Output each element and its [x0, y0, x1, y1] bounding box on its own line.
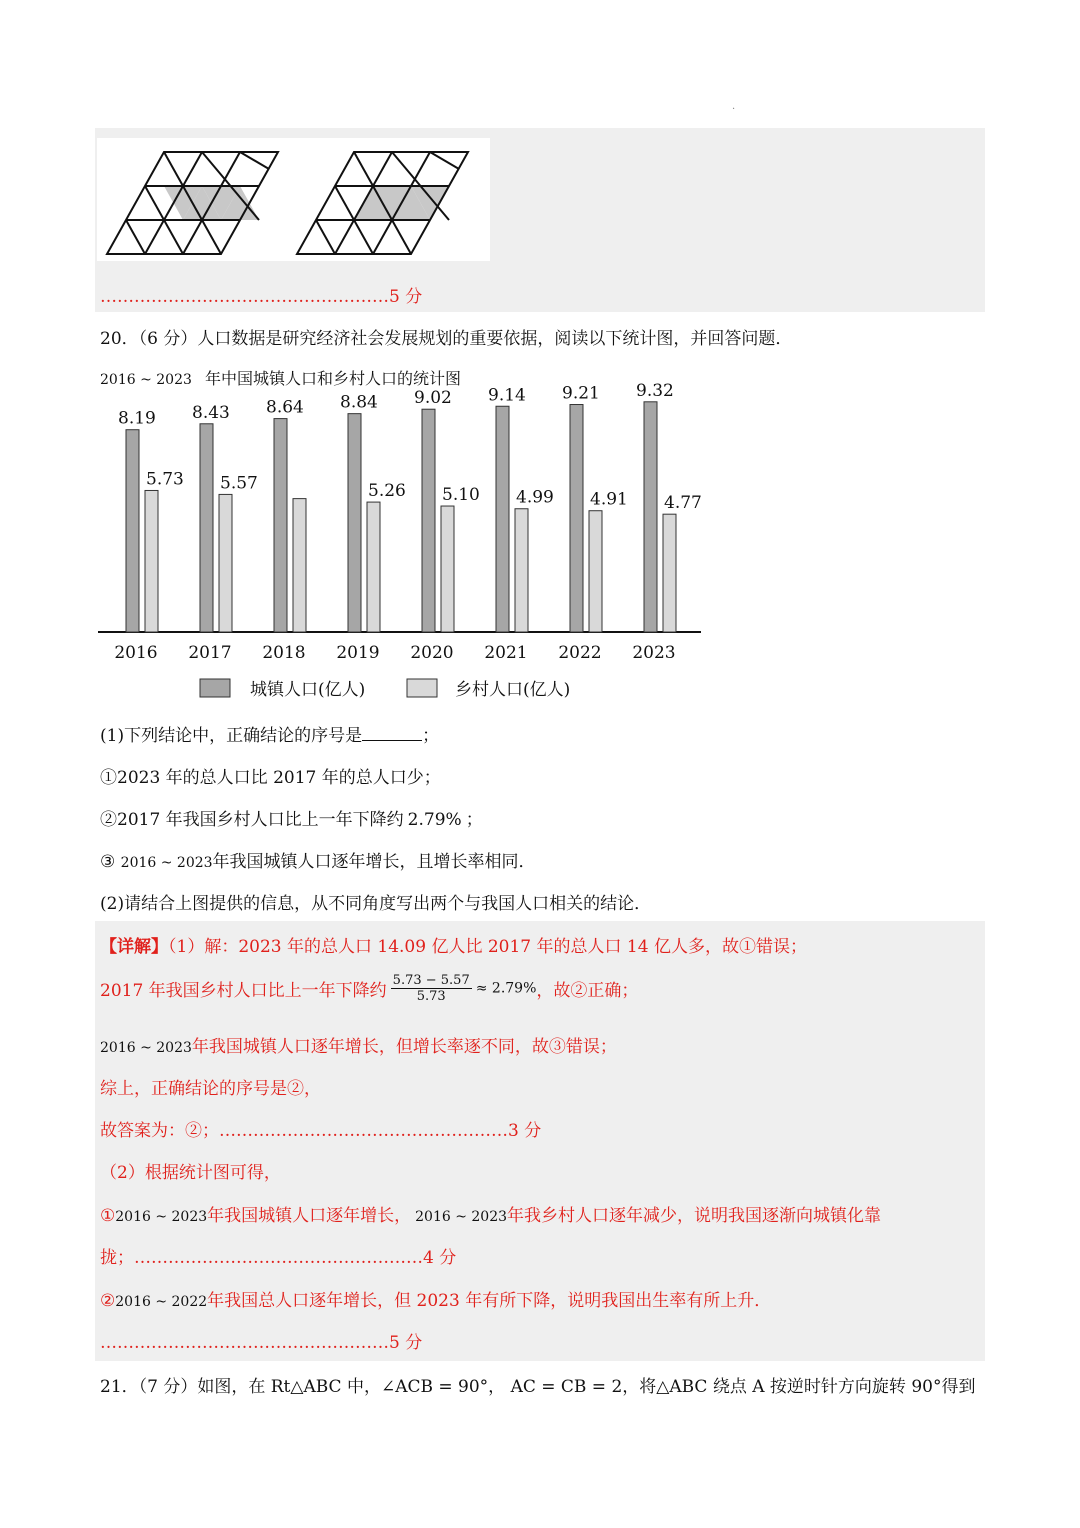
solution-line-6: （2）根据统计图可得， — [100, 1163, 281, 1183]
part1-prompt: (1)下列结论中，正确结论的序号是 — [100, 726, 363, 746]
solution-years-7b: 2016 ~ 2023 — [415, 1209, 508, 1225]
legend-label-urban: 城镇人口(亿人) — [250, 680, 366, 700]
bar-rural-2020 — [441, 506, 454, 632]
tick-label-2018: 2018 — [262, 643, 306, 663]
data-label-urban-2019: 8.84 — [340, 392, 378, 413]
data-label-urban-2020: 9.02 — [414, 388, 452, 409]
option-3-text: 年我国城镇人口逐年增长，且增长率相同． — [212, 852, 536, 872]
option-2-text: ②2017 年我国乡村人口比上一年下降约 — [100, 810, 404, 830]
solution-years-3: 2016 ~ 2023 — [100, 1040, 192, 1056]
solution-text-2a: 2017 年我国乡村人口比上一年下降约 — [100, 981, 387, 1001]
data-label-rural-2020: 5.10 — [442, 485, 480, 506]
answer-blank[interactable] — [362, 726, 422, 741]
option-3 — [100, 847, 536, 872]
chart-title-years: 2016 ~ 2023 — [100, 372, 192, 388]
fraction — [391, 973, 472, 1004]
bars-group — [126, 402, 676, 632]
bar-rural-2023 — [663, 514, 676, 632]
solution-text-2b: ，故②正确； — [536, 981, 639, 1001]
fraction-numerator: 5.73 − 5.57 — [392, 973, 470, 988]
data-label-rural-2022: 4.91 — [590, 489, 628, 510]
page-dot: · — [732, 104, 736, 115]
data-label-urban-2017: 8.43 — [192, 402, 230, 423]
bar-rural-2017 — [219, 494, 232, 632]
approx-value: ≈ 2.79% — [475, 980, 537, 997]
answer-box-q19 — [95, 128, 985, 312]
q21-stem: 21．（7 分）如图，在 Rt△ABC 中，∠ACB = 90°， AC = CB = 2，将△ABC 绕点 A 按逆时针方向旋转 90°得到 — [100, 1377, 976, 1397]
data-label-urban-2022: 9.21 — [562, 383, 600, 404]
tick-label-2019: 2019 — [336, 643, 380, 663]
data-label-rural-2016: 5.73 — [146, 469, 184, 490]
option-2-pct: 2.79% — [407, 810, 462, 830]
bar-rural-2016 — [145, 490, 158, 632]
legend-label-rural: 乡村人口(亿人) — [455, 680, 571, 700]
option-3-years: 2016 ~ 2023 — [120, 855, 213, 871]
bar-rural-2021 — [515, 509, 528, 632]
solution-line-8: 拢；……………………………………………4 分 — [100, 1248, 457, 1268]
bar-urban-2020 — [422, 409, 435, 632]
solution-line-5: 故答案为：②；……………………………………………3 分 — [100, 1121, 542, 1141]
data-label-urban-2021: 9.14 — [488, 385, 526, 406]
legend-swatch-rural — [407, 679, 437, 697]
bar-urban-2018 — [274, 419, 287, 632]
bar-urban-2016 — [126, 430, 139, 632]
bar-rural-2022 — [589, 511, 602, 632]
legend-swatch-urban — [200, 679, 230, 697]
option-2-end: ； — [465, 810, 483, 830]
tick-labels-group — [114, 643, 675, 663]
q20-stem: 20．（6 分）人口数据是研究经济社会发展规划的重要依据，阅读以下统计图，并回答问题． — [100, 329, 793, 349]
bar-urban-2017 — [200, 424, 213, 632]
solution-mark-9: ② — [100, 1291, 116, 1311]
bar-urban-2022 — [570, 405, 583, 632]
score-line-q19: ……………………………………………5 分 — [100, 287, 423, 307]
q20-part1 — [100, 721, 439, 746]
option-3-mark: ③ — [100, 852, 116, 872]
bar-rural-2018 — [293, 499, 306, 632]
data-label-urban-2016: 8.19 — [118, 408, 156, 429]
option-1: ①2023 年的总人口比 2017 年的总人口少； — [100, 768, 441, 788]
solution-label: 【详解】 — [100, 937, 168, 957]
tick-label-2023: 2023 — [632, 643, 676, 663]
q20-part2: (2)请结合上图提供的信息，从不同角度写出两个与我国人口相关的结论． — [100, 894, 652, 914]
data-label-rural-2017: 5.57 — [220, 473, 258, 494]
tick-label-2020: 2020 — [410, 643, 454, 663]
tick-label-2016: 2016 — [114, 643, 158, 663]
solution-years-9: 2016 ~ 2022 — [115, 1294, 208, 1310]
data-label-rural-2023: 4.77 — [664, 493, 702, 514]
triangle-figures — [97, 138, 490, 261]
option-2 — [100, 805, 483, 830]
part1-end: ； — [422, 726, 440, 746]
chart-title — [100, 366, 461, 389]
tick-label-2017: 2017 — [188, 643, 232, 663]
solution-line-2 — [100, 973, 638, 1013]
bar-urban-2023 — [644, 402, 657, 632]
data-label-rural-2019: 5.26 — [368, 481, 406, 502]
solution-line-10: ……………………………………………5 分 — [100, 1333, 423, 1353]
tick-label-2021: 2021 — [484, 643, 528, 663]
data-label-urban-2023: 9.32 — [636, 380, 674, 401]
data-label-urban-2018: 8.64 — [266, 397, 304, 418]
solution-line-3 — [100, 1032, 617, 1057]
solution-text-3: 年我国城镇人口逐年增长，但增长率逐不同，故③错误； — [191, 1037, 617, 1057]
chart-title-text: 年中国城镇人口和乡村人口的统计图 — [204, 369, 461, 388]
solution-text-9: 年我国总人口逐年增长，但 2023 年有所下降，说明我国出生率有所上升． — [207, 1291, 772, 1311]
solution-line-1 — [100, 932, 807, 957]
bar-urban-2021 — [496, 406, 509, 632]
triangle-grid-right — [297, 152, 468, 254]
bar-rural-2019 — [367, 502, 380, 632]
data-label-rural-2021: 4.99 — [516, 487, 554, 508]
solution-line-7 — [100, 1201, 881, 1226]
solution-text-1: （1）解：2023 年的总人口 14.09 亿人比 2017 年的总人口 14 亿人多，故①错误； — [168, 937, 807, 957]
triangle-grid-figures — [97, 138, 490, 261]
solution-text-7b: 年我乡村人口逐年减少，说明我国逐渐向城镇化靠 — [507, 1206, 882, 1226]
solution-line-4: 综上，正确结论的序号是②， — [100, 1079, 321, 1099]
bar-urban-2019 — [348, 414, 361, 632]
legend — [200, 679, 570, 700]
tick-label-2022: 2022 — [558, 643, 602, 663]
fraction-denominator: 5.73 — [416, 989, 446, 1004]
triangle-grid-left — [107, 152, 278, 254]
solution-mark-7: ① — [100, 1206, 116, 1226]
solution-years-7a: 2016 ~ 2023 — [115, 1209, 208, 1225]
solution-text-7a: 年我国城镇人口逐年增长， — [207, 1206, 412, 1226]
solution-line-9 — [100, 1286, 771, 1311]
